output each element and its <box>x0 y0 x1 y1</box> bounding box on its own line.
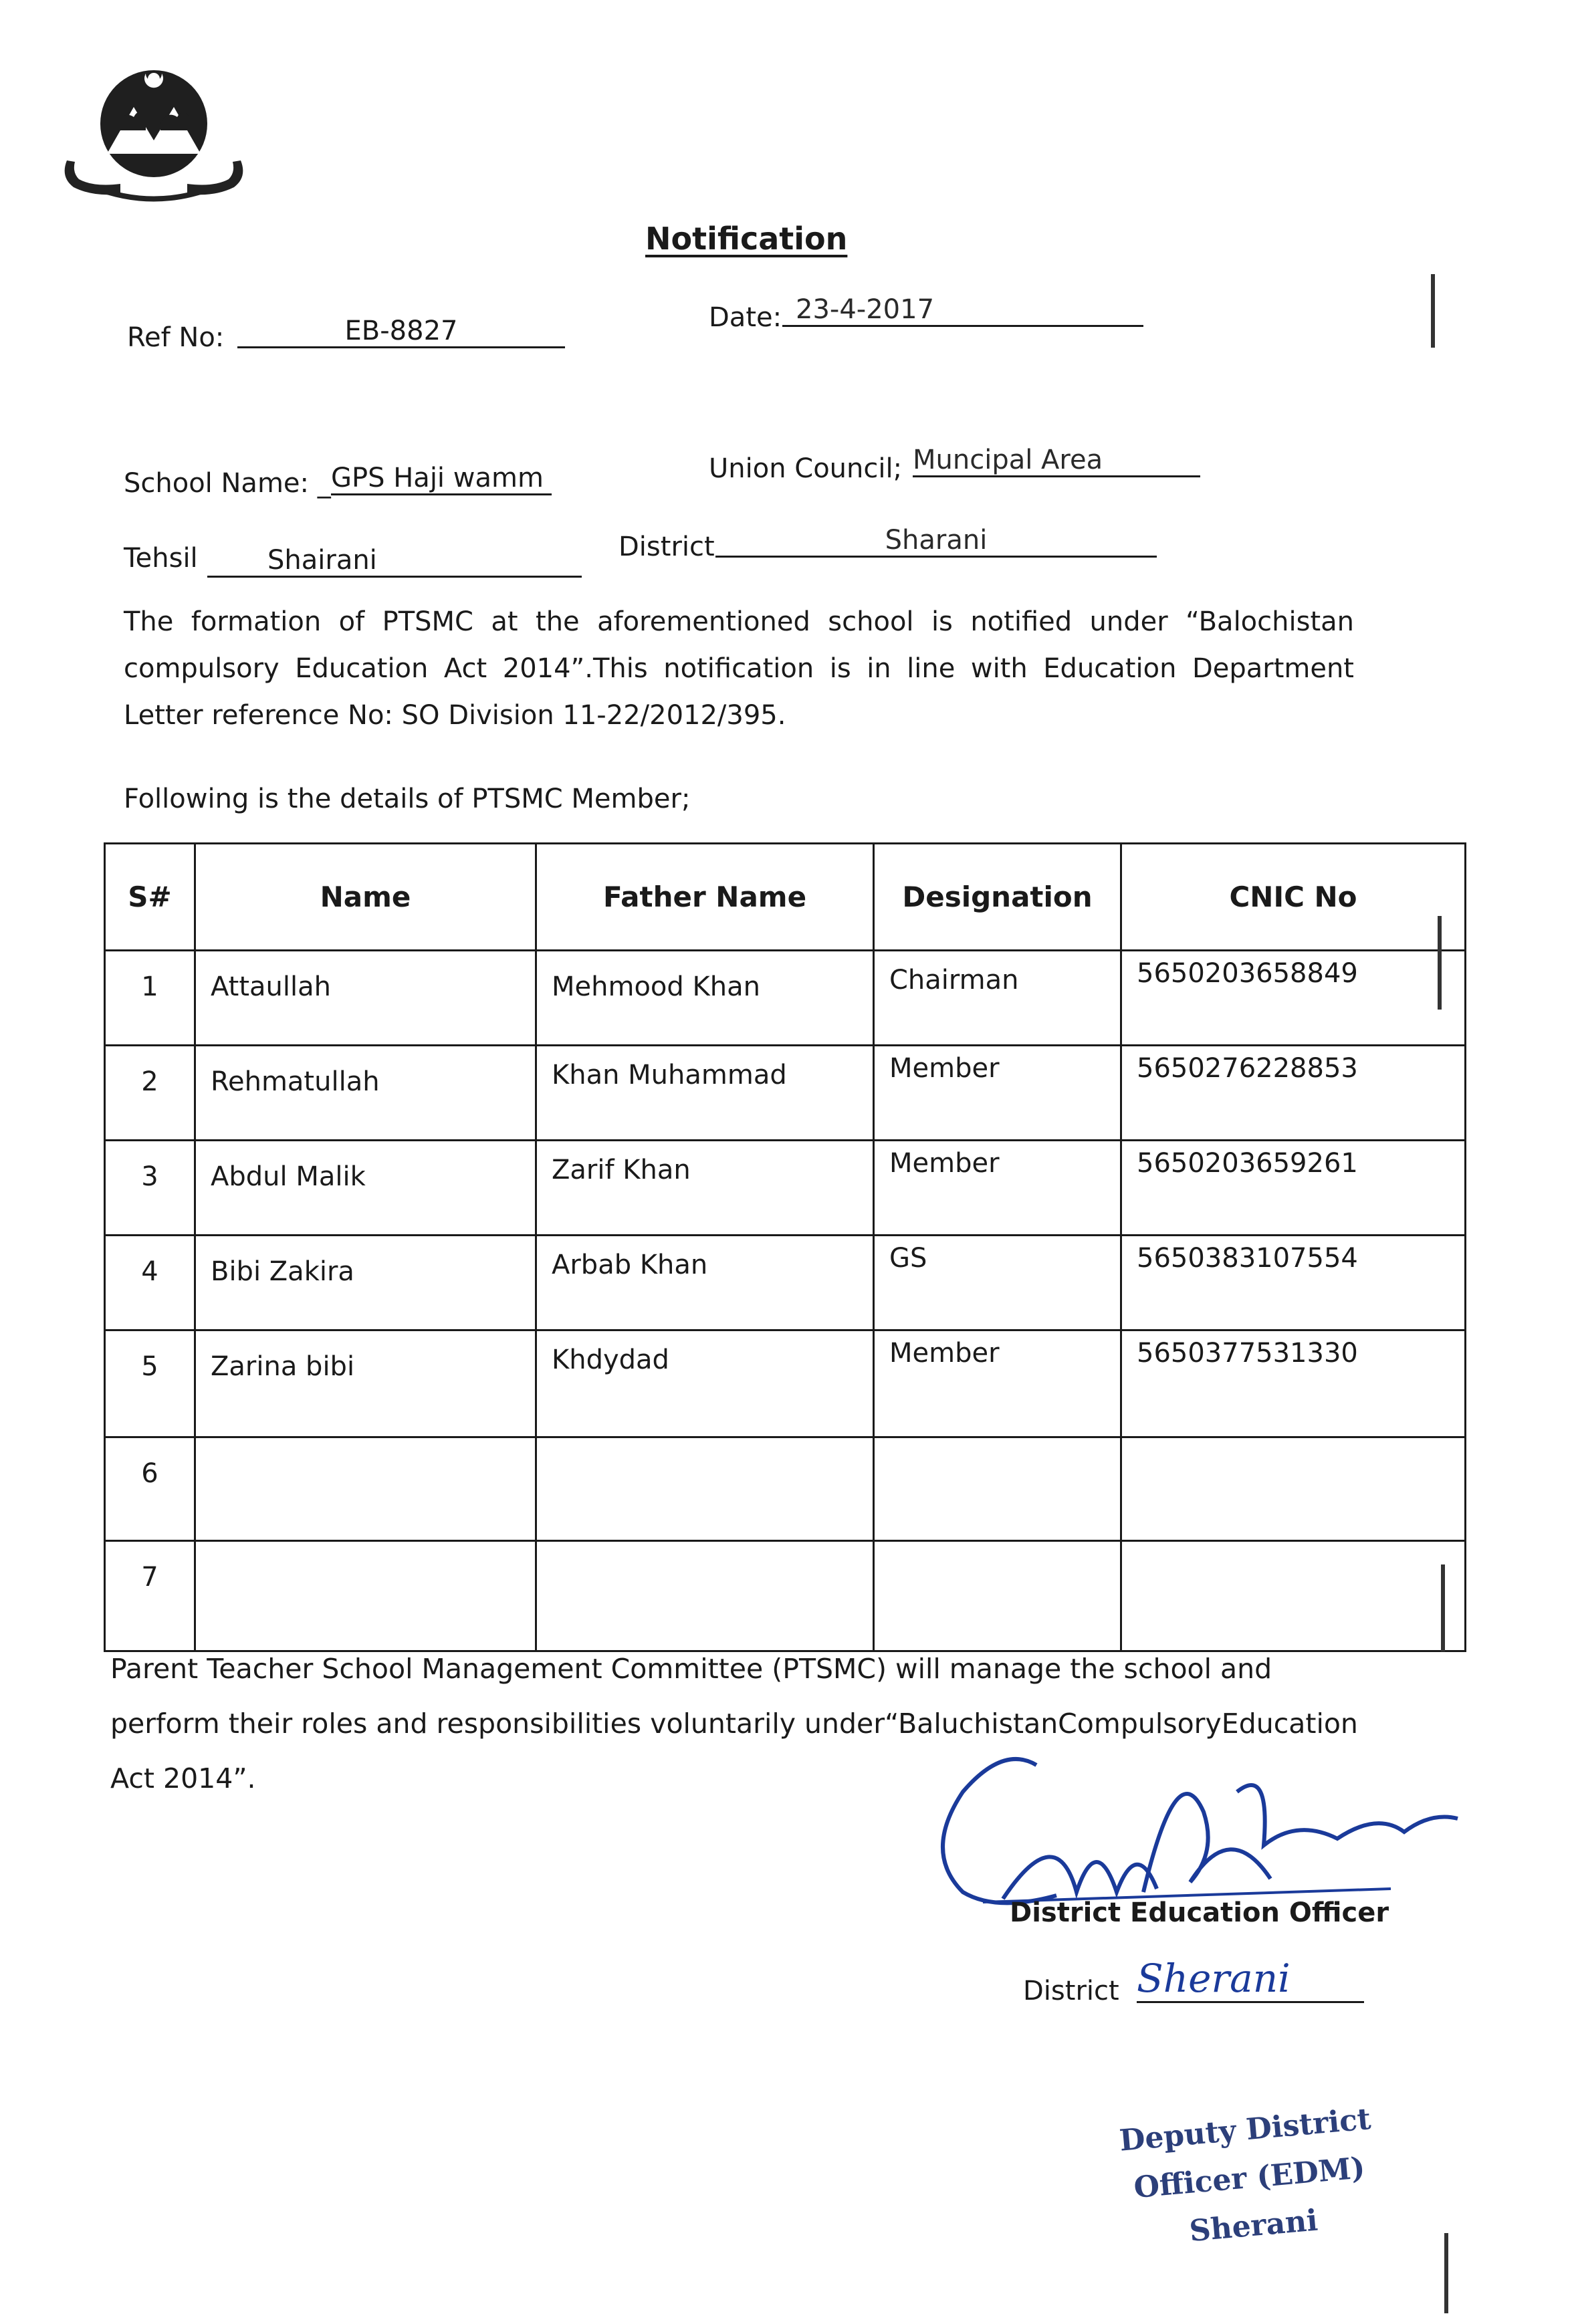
ref-label: Ref No: <box>127 322 225 353</box>
table-row <box>105 951 1466 1046</box>
table-row <box>105 1046 1466 1141</box>
stamp-line-2: Officer (EDM) <box>1132 2151 1367 2206</box>
cell-name: Attaullah <box>195 951 536 1046</box>
stamp-line-1: Deputy District <box>1118 2102 1373 2158</box>
column-header-father-name: Father Name <box>536 844 874 951</box>
cell-name: Zarina bibi <box>195 1330 536 1437</box>
cell-cnic <box>1121 1541 1466 1651</box>
cell-father-name <box>536 1541 874 1651</box>
ref-value: EB-8827 <box>237 316 565 348</box>
cell-cnic: 5650377531330 <box>1121 1330 1466 1437</box>
cell-sn: 5 <box>105 1330 195 1437</box>
district-label: District <box>619 532 715 562</box>
official-stamp <box>1103 2094 1397 2285</box>
stamp-line-3: Sherani <box>1188 2203 1319 2249</box>
cell-designation: Member <box>874 1046 1121 1141</box>
cell-father-name: Mehmood Khan <box>536 951 874 1046</box>
cell-sn: 7 <box>105 1541 195 1651</box>
cell-designation: Chairman <box>874 951 1121 1046</box>
table-row <box>105 1236 1466 1330</box>
school-name-label: School Name: _ <box>124 468 331 499</box>
cell-father-name: Khan Muhammad <box>536 1046 874 1141</box>
cell-name <box>195 1541 536 1651</box>
cell-designation <box>874 1437 1121 1541</box>
date-value: 23-4-2017 <box>782 294 1143 327</box>
union-council-label: Union Council; <box>709 453 903 484</box>
column-header-designation: Designation <box>874 844 1121 951</box>
government-emblem <box>53 60 254 214</box>
cell-father-name: Arbab Khan <box>536 1236 874 1330</box>
table-row <box>105 1330 1466 1437</box>
cell-designation <box>874 1541 1121 1651</box>
column-header-cnic: CNIC No <box>1121 844 1466 951</box>
cell-sn: 1 <box>105 951 195 1046</box>
scan-edge-mark <box>1431 274 1435 348</box>
officer-title: District Education Officer <box>1010 1897 1389 1928</box>
union-council-value: Muncipal Area <box>913 445 1200 477</box>
tehsil-value: Shairani <box>207 545 582 578</box>
table-row <box>105 1141 1466 1236</box>
date-label: Date: <box>709 302 782 333</box>
cell-name: Bibi Zakira <box>195 1236 536 1330</box>
signature-district-value: Sherani <box>1137 1956 1364 2003</box>
tehsil-label: Tehsil <box>124 543 198 574</box>
scan-edge-mark <box>1438 916 1442 1010</box>
scan-edge-mark <box>1444 2233 1448 2313</box>
cell-cnic: 5650383107554 <box>1121 1236 1466 1330</box>
column-header-sn: S# <box>105 844 195 951</box>
cell-designation: GS <box>874 1236 1121 1330</box>
members-table <box>104 842 1466 1652</box>
cell-name <box>195 1437 536 1541</box>
details-heading: Following is the details of PTSMC Member; <box>124 784 691 814</box>
table-row <box>105 1437 1466 1541</box>
cell-sn: 4 <box>105 1236 195 1330</box>
closing-paragraph: Parent Teacher School Management Committee (PTSMC) will manage the school and perform their roles and responsibilities voluntarily under“BaluchistanCompulsoryEducation Act 2014”. <box>110 1653 1358 1794</box>
cell-cnic <box>1121 1437 1466 1541</box>
cell-designation: Member <box>874 1141 1121 1236</box>
district-value: Sharani <box>715 525 1157 558</box>
cell-sn: 3 <box>105 1141 195 1236</box>
scan-edge-mark <box>1441 1564 1445 1651</box>
cell-father-name: Khdydad <box>536 1330 874 1437</box>
cell-father-name: Zarif Khan <box>536 1141 874 1236</box>
cell-sn: 6 <box>105 1437 195 1541</box>
signature-district-label: District <box>1023 1976 1119 2006</box>
intro-paragraph: The formation of PTSMC at the aforementioned school is notified under “Balochistan compulsory Education Act 2014”.This notification is in line with Education Department Letter reference No: SO Division 11-22/2012/395. <box>124 606 1354 731</box>
cell-cnic: 5650276228853 <box>1121 1046 1466 1141</box>
cell-name: Abdul Malik <box>195 1141 536 1236</box>
cell-sn: 2 <box>105 1046 195 1141</box>
school-name-value: GPS Haji wamm <box>331 463 552 495</box>
page-title: Notification <box>645 221 848 257</box>
cell-cnic: 5650203659261 <box>1121 1141 1466 1236</box>
table-header-row <box>105 844 1466 951</box>
table-row <box>105 1541 1466 1651</box>
cell-designation: Member <box>874 1330 1121 1437</box>
column-header-name: Name <box>195 844 536 951</box>
cell-father-name <box>536 1437 874 1541</box>
cell-name: Rehmatullah <box>195 1046 536 1141</box>
cell-cnic: 5650203658849 <box>1121 951 1466 1046</box>
